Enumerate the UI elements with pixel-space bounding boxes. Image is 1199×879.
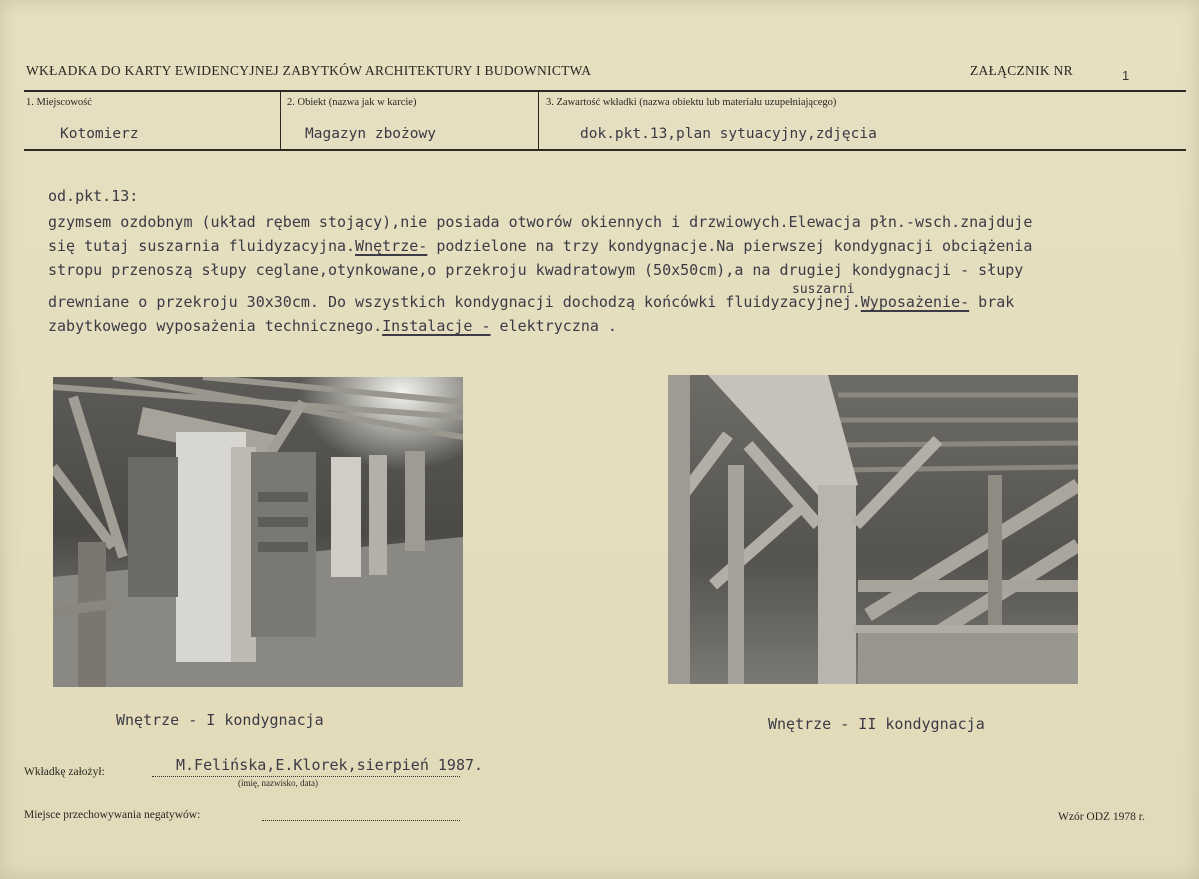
body-line-5a: zabytkowego wyposażenia technicznego. bbox=[48, 317, 383, 335]
annex-number: 1 bbox=[1122, 68, 1130, 83]
founded-value: M.Felińska,E.Klorek,sierpień 1987. bbox=[176, 756, 484, 774]
body-line-4b: brak bbox=[969, 293, 1015, 311]
equipment-heading: Wyposażenie- bbox=[860, 293, 970, 311]
body-line-5 bbox=[48, 314, 617, 338]
field-divider-2 bbox=[538, 92, 539, 149]
object-value: Magazyn zbożowy bbox=[305, 126, 436, 142]
caption-first-storey: Wnętrze - I kondygnacja bbox=[116, 711, 324, 729]
photo-second-storey bbox=[668, 375, 1078, 684]
founded-dotted-line bbox=[152, 776, 460, 777]
body-line-2a: się tutaj suszarnia fluidyzacyjna. bbox=[48, 237, 356, 255]
photo-first-storey bbox=[53, 377, 463, 687]
body-line-1: gzymsem ozdobnym (układ rębem stojący),nie posiada otworów okiennych i drzwiowych.Elewacja płn.-wsch.znajduje bbox=[48, 213, 1033, 231]
photo-first-storey-image bbox=[53, 377, 463, 687]
body-heading: od.pkt.13: bbox=[48, 187, 139, 205]
caption-second-storey: Wnętrze - II kondygnacja bbox=[768, 715, 985, 733]
photo-second-storey-image bbox=[668, 375, 1078, 684]
field-divider-1 bbox=[280, 92, 281, 149]
founded-label: Wkładkę założył: bbox=[24, 766, 105, 778]
header-rule-top bbox=[24, 90, 1186, 92]
inserted-word: suszarni bbox=[792, 282, 855, 297]
body-line-2 bbox=[48, 234, 1032, 258]
locality-value: Kotomierz bbox=[60, 126, 139, 142]
negatives-dotted-line bbox=[262, 820, 460, 821]
body-line-2b: podzielone na trzy kondygnacje.Na pierwszej kondygnacji obciążenia bbox=[427, 237, 1033, 255]
negatives-label: Miejsce przechowywania negatywów: bbox=[24, 809, 201, 821]
body-line-5b: elektryczna . bbox=[490, 317, 617, 335]
founded-hint: (imię, nazwisko, data) bbox=[238, 778, 318, 788]
body-line-4a: drewniane o przekroju 30x30cm. Do wszystkich kondygnacji dochodzą końcówki fluidyzacyjnej. bbox=[48, 293, 861, 311]
object-label: 2. Obiekt (nazwa jak w karcie) bbox=[287, 97, 417, 108]
content-label: 3. Zawartość wkładki (nazwa obiektu lub materiału uzupełniającego) bbox=[546, 97, 837, 108]
card-title: WKŁADKA DO KARTY EWIDENCYJNEJ ZABYTKÓW ARCHITEKTURY I BUDOWNICTWA bbox=[26, 63, 592, 78]
locality-label: 1. Miejscowość bbox=[26, 97, 92, 108]
annex-label: ZAŁĄCZNIK NR bbox=[970, 63, 1073, 78]
interior-heading: Wnętrze- bbox=[355, 237, 428, 255]
body-line-3: stropu przenoszą słupy ceglane,otynkowane,o przekroju kwadratowym (50x50cm),a na drugiej kondygnacji - słupy bbox=[48, 261, 1024, 279]
body-line-4 bbox=[48, 290, 1014, 314]
installations-heading: Instalacje - bbox=[382, 317, 491, 335]
content-value: dok.pkt.13,plan sytuacyjny,zdjęcia bbox=[580, 126, 877, 142]
header-rule-bottom bbox=[24, 149, 1186, 151]
form-label: Wzór ODZ 1978 r. bbox=[1058, 811, 1145, 823]
